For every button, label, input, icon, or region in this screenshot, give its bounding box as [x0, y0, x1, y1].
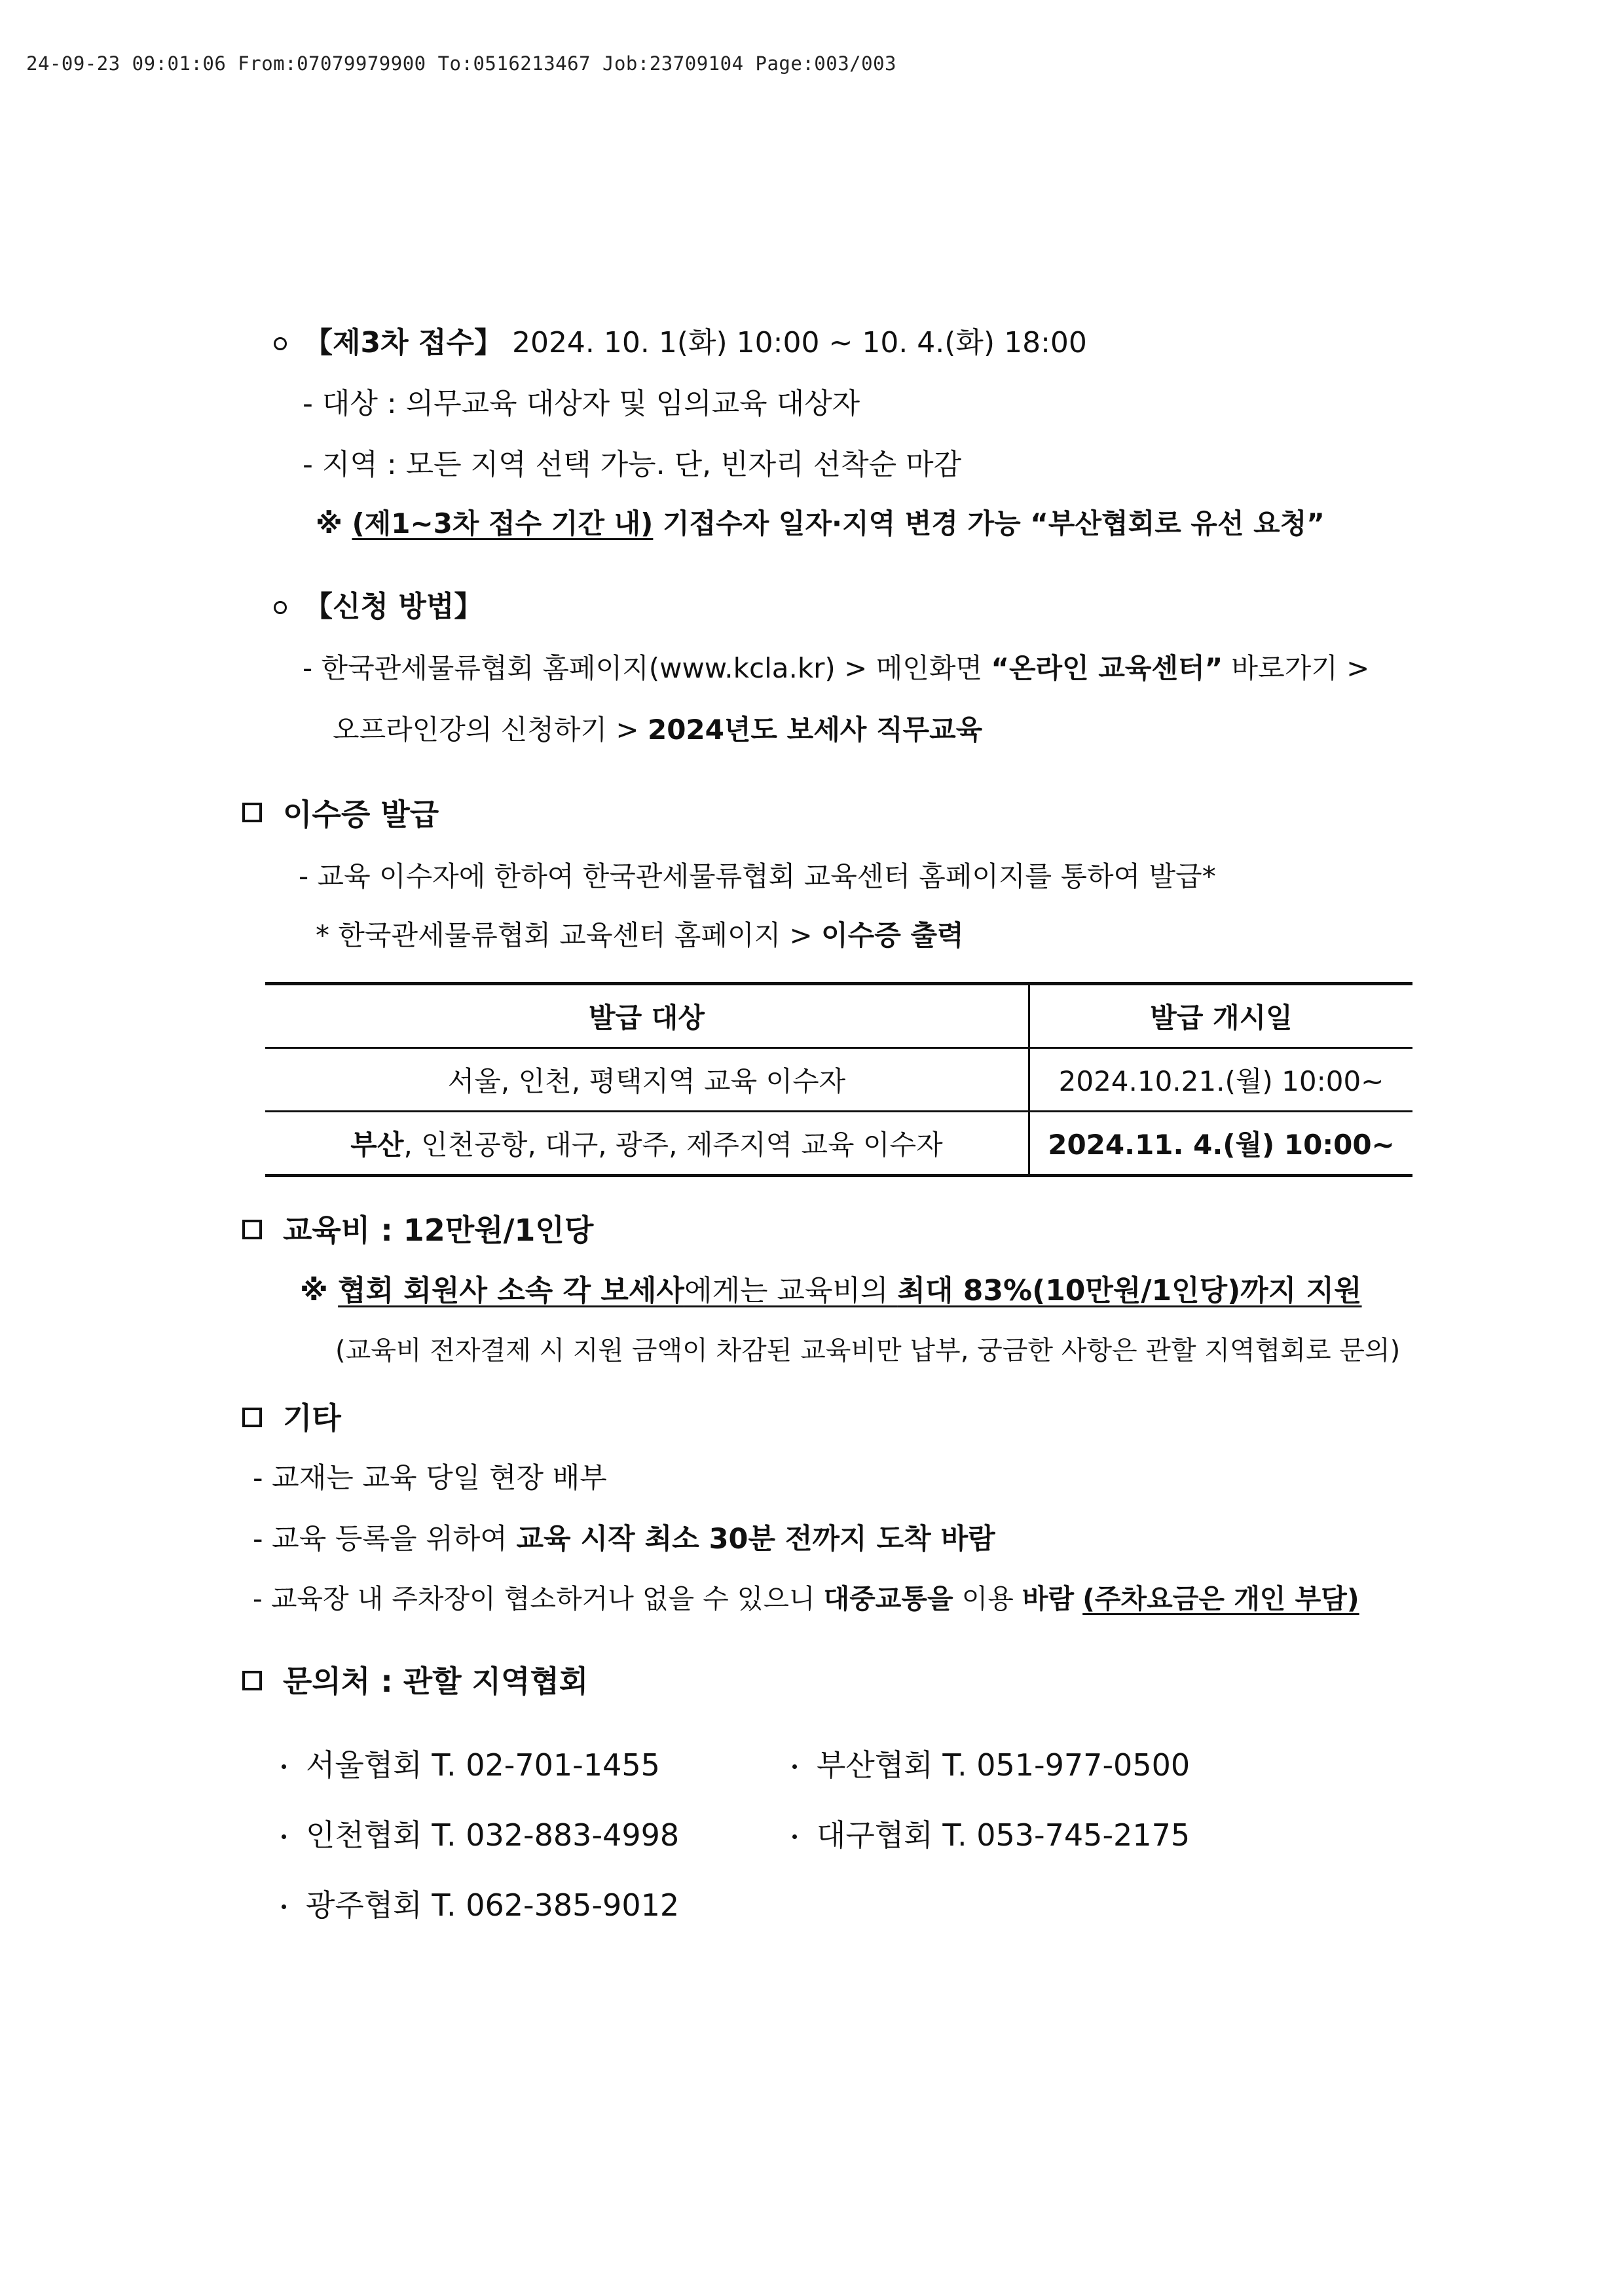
fee-note-max: 최대 83%(10만원/1인당)까지 지원 [897, 1274, 1362, 1307]
note-mark-icon: ※ [316, 507, 342, 539]
contact-item-incheon [282, 1812, 679, 1855]
etc-text: - 교육장 내 주차장이 협소하거나 없을 수 있으니 [253, 1583, 824, 1614]
contact-text: 광주협회 T. 062-385-9012 [306, 1887, 680, 1923]
section-checkbox-icon [242, 803, 262, 822]
table-row [265, 1112, 1412, 1176]
course-name: 2024년도 보세사 직무교육 [647, 714, 983, 746]
apply-method-text: 바로가기 > [1223, 652, 1370, 684]
header-start-date: 발급 개시일 [1029, 984, 1413, 1048]
contact-item-seoul [282, 1741, 660, 1785]
apply-method-line1 [303, 652, 1370, 684]
etc-text: 바람 [1022, 1583, 1075, 1614]
table-header-row [265, 984, 1412, 1048]
table-row [265, 1048, 1412, 1112]
row-target-rest: , 인천공항, 대구, 광주, 제주지역 교육 이수자 [403, 1129, 943, 1161]
issue-schedule-table [265, 982, 1412, 1177]
row-date: 2024.11. 4.(월) 10:00~ [1029, 1112, 1413, 1176]
contact-text: 서울협회 T. 02-701-1455 [306, 1747, 660, 1783]
etc-title: 기타 [283, 1400, 341, 1436]
etc-arrival-note: 교육 시작 최소 30분 전까지 도착 바람 [516, 1523, 995, 1556]
section-checkbox-icon [242, 1408, 262, 1427]
row-target: 서울, 인천, 평택지역 교육 이수자 [265, 1048, 1029, 1112]
fee-note-members: 협회 회원사 소속 각 보세사 [338, 1274, 684, 1307]
note-mark-icon: ※ [300, 1274, 328, 1307]
round3-heading [274, 326, 1087, 359]
online-center-link[interactable]: “온라인 교육센터” [991, 652, 1223, 684]
etc-line3 [253, 1583, 1359, 1614]
apply-method-text: 오프라인강의 신청하기 > [333, 714, 648, 746]
circle-bullet-icon [274, 337, 287, 350]
bullet-icon [282, 1834, 286, 1839]
apply-method-label: 【신청 방법】 [304, 590, 483, 623]
contact-text: 인천협회 T. 032-883-4998 [306, 1817, 680, 1853]
bullet-icon [792, 1834, 797, 1839]
contact-item-busan [792, 1741, 1190, 1785]
fee-note [300, 1274, 1362, 1307]
row-target [265, 1112, 1029, 1176]
apply-method-text: - 한국관세물류협회 홈페이지(www.kcla.kr) > 메인화면 [303, 652, 991, 684]
etc-line2 [253, 1525, 995, 1554]
apply-method-line2 [333, 716, 982, 744]
circle-bullet-icon [274, 601, 287, 614]
round3-region: - 지역 : 모든 지역 선택 가능. 단, 빈자리 선착순 마감 [303, 448, 962, 481]
etc-space [1074, 1583, 1082, 1614]
round3-note-text: 기접수자 일자·지역 변경 가능 “부산협회로 유선 요청” [663, 507, 1325, 539]
certificate-print-label: 이수증 출력 [821, 919, 964, 951]
bullet-icon [792, 1764, 797, 1769]
contact-title: 문의처 : 관할 지역협회 [283, 1664, 589, 1699]
etc-line1: - 교재는 교육 당일 현장 배부 [253, 1462, 607, 1495]
bullet-icon [282, 1904, 286, 1909]
fee-note2: (교육비 전자결제 시 지원 금액이 차감된 교육비만 납부, 궁금한 사항은 관할 지역협회로 문의) [335, 1336, 1401, 1366]
contact-item-daegu [792, 1812, 1190, 1855]
etc-parking-note: (주차요금은 개인 부담) [1082, 1583, 1359, 1614]
certificate-text: * 한국관세물류협회 교육센터 홈페이지 > [316, 919, 822, 951]
row-date: 2024.10.21.(월) 10:00~ [1029, 1048, 1413, 1112]
bullet-icon [282, 1764, 286, 1769]
header-target: 발급 대상 [265, 984, 1029, 1048]
apply-method-heading [274, 592, 483, 621]
round3-period: 2024. 10. 1(화) 10:00 ~ 10. 4.(화) 18:00 [511, 326, 1087, 359]
certificate-line1: - 교육 이수자에 한하여 한국관세물류협회 교육센터 홈페이지를 통하여 발급* [299, 860, 1216, 892]
round3-label: 【제3차 접수】 [304, 326, 503, 359]
certificate-title: 이수증 발급 [283, 797, 439, 832]
round3-target: - 대상 : 의무교육 대상자 및 임의교육 대상자 [303, 387, 860, 420]
section-checkbox-icon [242, 1671, 262, 1690]
etc-public-transit: 대중교통을 [823, 1583, 953, 1614]
contact-text: 대구협회 T. 053-745-2175 [817, 1817, 1190, 1853]
contact-text: 부산협회 T. 051-977-0500 [817, 1747, 1190, 1783]
round3-note [316, 507, 1325, 539]
fee-note-text: 에게는 교육비의 [684, 1274, 898, 1307]
fee-title: 교육비 : 12만원/1인당 [283, 1212, 594, 1248]
section-checkbox-icon [242, 1220, 262, 1239]
etc-text: 이용 [953, 1583, 1022, 1614]
contact-item-gwangju [282, 1882, 679, 1925]
certificate-line2 [316, 919, 964, 951]
row-target-bold: 부산 [350, 1129, 404, 1161]
etc-text: - 교육 등록을 위하여 [253, 1523, 517, 1556]
fax-header: 24-09-23 09:01:06 From:07079979900 To:0516213467 Job:23709104 Page:003/003 [26, 52, 897, 75]
round3-note-period: (제1~3차 접수 기간 내) [352, 507, 654, 539]
